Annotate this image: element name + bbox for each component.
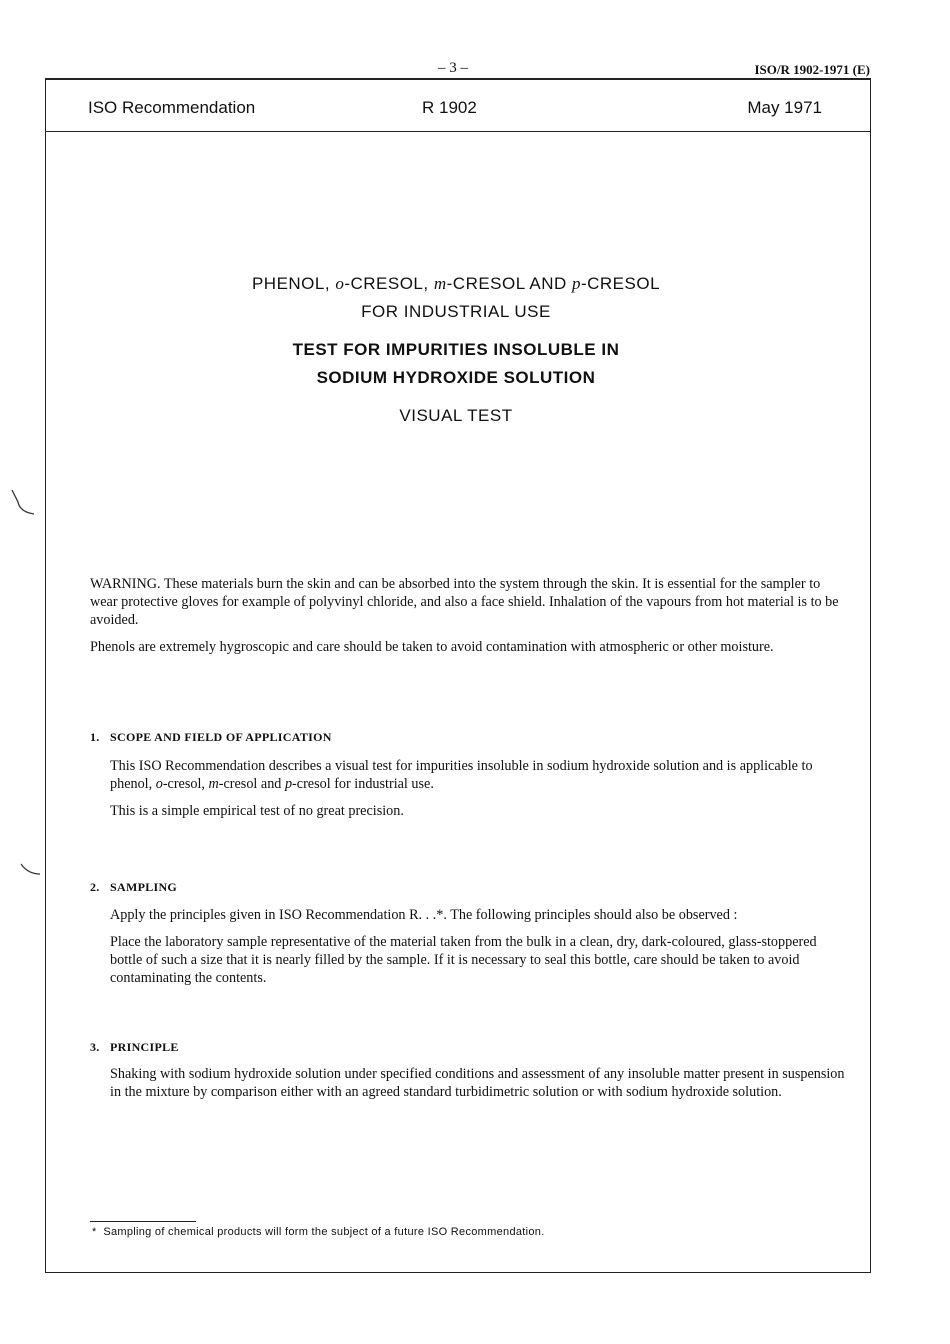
title-line-4: SODIUM HYDROXIDE SOLUTION [316, 368, 596, 387]
section-body-sampling [110, 906, 846, 996]
footnote-text: Sampling of chemical products will form the subject of a future ISO Recommendation. [103, 1226, 545, 1238]
document-title [46, 270, 866, 430]
section-heading-sampling: 2. SAMPLING [90, 880, 178, 894]
footnote [92, 1226, 545, 1238]
header-bar [46, 80, 870, 132]
page-number: – 3 – [438, 60, 468, 76]
scope-paragraph: This ISO Recommendation describes a visual test for impurities insoluble in sodium hydroxide solution and is applicable to phenol, o-cresol, m-cresol and p-cresol for industrial use. [110, 758, 813, 792]
margin-mark-icon [8, 488, 38, 520]
sampling-bottle-paragraph: Place the laboratory sample representative of the material taken from the bulk in a clean, dry, dark-coloured, glass-stoppered bottle of such a size that it is nearly filled by the sample. If it is necessary to seal this bottle, care should be taken to avoid contaminating the contents. [110, 934, 817, 986]
section-body-principle [110, 1065, 846, 1110]
sampling-principles-paragraph: Apply the principles given in ISO Recommendation R. . .*. The following principles should also be observed : [110, 907, 738, 923]
document-reference: ISO/R 1902-1971 (E) [754, 62, 870, 77]
header-date: May 1971 [747, 98, 822, 117]
footnote-marker: * [92, 1226, 97, 1238]
warning-paragraph: WARNING. These materials burn the skin and can be absorbed into the system through the skin. It is essential for the sampler to wear protective gloves for example of polyvinyl chloride, and also a face shield. Inhalation of the vapours from hot material is to be avoided. [90, 576, 839, 628]
warning-block [90, 575, 840, 665]
footnote-rule [90, 1221, 196, 1222]
header-series: ISO Recommendation [88, 98, 256, 117]
hygroscopic-paragraph: Phenols are extremely hygroscopic and care should be taken to avoid contamination with atmospheric or other moisture. [90, 639, 774, 655]
header-number: R 1902 [422, 98, 477, 117]
section-heading-principle: 3. PRINCIPLE [90, 1040, 179, 1054]
title-line-1: PHENOL, o-CRESOL, m-CRESOL AND p-CRESOL [251, 274, 661, 293]
section-heading-scope: 1. SCOPE AND FIELD OF APPLICATION [90, 730, 332, 744]
margin-mark-icon [20, 862, 42, 878]
precision-paragraph: This is a simple empirical test of no great precision. [110, 803, 404, 819]
title-line-2: FOR INDUSTRIAL USE [361, 302, 551, 321]
title-line-5: VISUAL TEST [399, 406, 513, 425]
section-body-scope [110, 757, 846, 829]
principle-paragraph: Shaking with sodium hydroxide solution under specified conditions and assessment of any insoluble matter present in suspension in the mixture by comparison either with an agreed standard turbidimetric solution or with sodium hydroxide solution. [110, 1066, 845, 1100]
title-line-3: TEST FOR IMPURITIES INSOLUBLE IN [292, 340, 620, 359]
document-frame [45, 78, 871, 1273]
